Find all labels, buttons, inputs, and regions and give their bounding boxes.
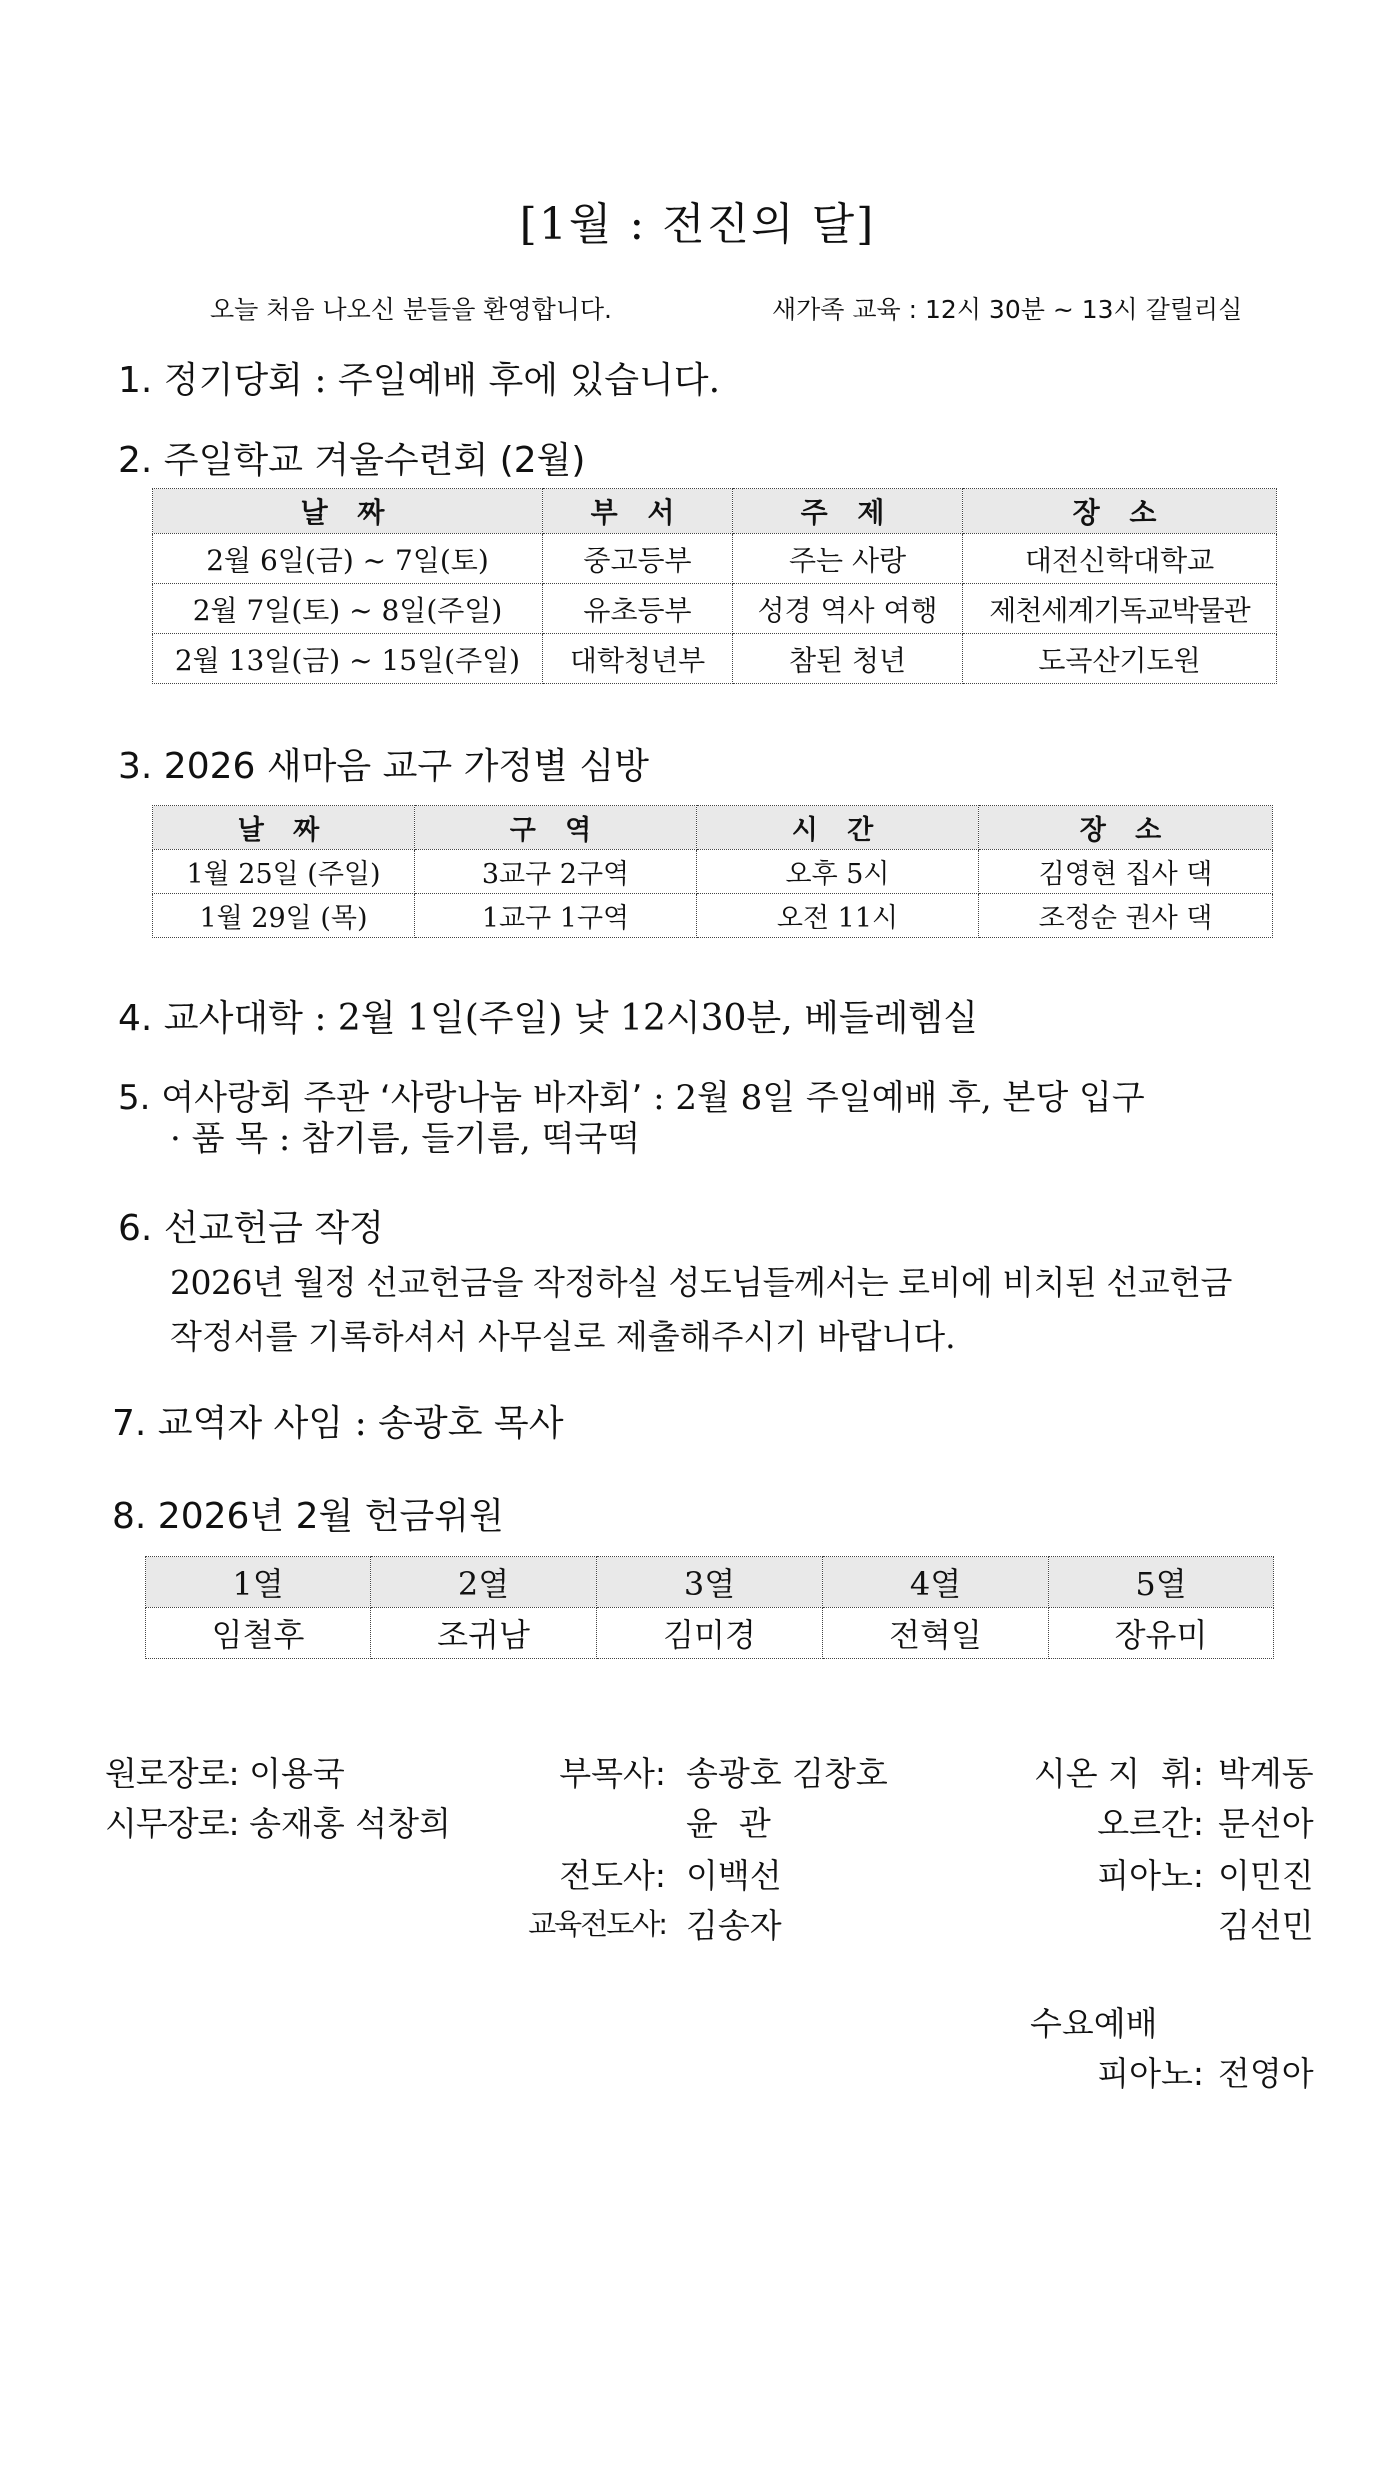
item-6-line1: 2026년 월정 선교헌금을 작정하실 성도님들께서는 로비에 비치된 선교헌금 bbox=[170, 1263, 1232, 1302]
table-row bbox=[153, 894, 1273, 938]
item-3-label: 3. 2026 새마음 교구 가정별 심방 bbox=[118, 746, 649, 787]
person-name: 송재홍 석창희 bbox=[249, 1804, 451, 1843]
header-cell: 주 제 bbox=[733, 489, 963, 534]
table-cell: 중고등부 bbox=[543, 534, 733, 584]
role-label: 부목사: bbox=[559, 1754, 666, 1793]
table-cell: 대학청년부 bbox=[543, 634, 733, 684]
table-cell: 1월 25일 (주일) bbox=[153, 850, 415, 894]
table-cell: 3교구 2구역 bbox=[415, 850, 697, 894]
header-cell: 구 역 bbox=[415, 806, 697, 850]
table-cell: 도곡산기도원 bbox=[963, 634, 1277, 684]
header-cell: 장 소 bbox=[963, 489, 1277, 534]
table-header-row bbox=[146, 1557, 1274, 1608]
person-name: 박계동 bbox=[1218, 1754, 1314, 1793]
role-label: 오르간: bbox=[1097, 1804, 1204, 1843]
item-4 bbox=[118, 990, 978, 1041]
role-label: 전도사: bbox=[559, 1856, 666, 1895]
table-cell: 제천세계기독교박물관 bbox=[963, 584, 1277, 634]
table-cell: 전혁일 bbox=[823, 1608, 1049, 1659]
header-cell: 4열 bbox=[823, 1557, 1049, 1608]
table-cell: 오전 11시 bbox=[697, 894, 979, 938]
item-8-label: 8. 2026년 2월 헌금위원 bbox=[112, 1496, 504, 1537]
header-cell: 시 간 bbox=[697, 806, 979, 850]
table-cell: 장유미 bbox=[1049, 1608, 1274, 1659]
header-cell: 3열 bbox=[597, 1557, 823, 1608]
table-row bbox=[153, 584, 1277, 634]
item-7 bbox=[112, 1395, 563, 1446]
retreat-table bbox=[152, 488, 1277, 684]
welcome-text: 오늘 처음 나오신 분들을 환영합니다. bbox=[210, 295, 612, 324]
item-5-sub: · 품 목 : 참기름, 들기름, 떡국떡 bbox=[170, 1119, 641, 1159]
active-elders bbox=[105, 1798, 451, 1845]
person-name: 이백선 bbox=[686, 1856, 782, 1895]
table-cell: 대전신학대학교 bbox=[963, 534, 1277, 584]
person-name: 이용국 bbox=[249, 1754, 345, 1793]
table-cell: 주는 사랑 bbox=[733, 534, 963, 584]
header-cell: 날 짜 bbox=[153, 489, 543, 534]
item-6-label: 6. 선교헌금 작정 bbox=[118, 1208, 384, 1249]
person-name: 전영아 bbox=[1218, 2054, 1314, 2093]
table-row bbox=[153, 850, 1273, 894]
item-5-label: 5. 여사랑회 주관 ‘사랑나눔 바자회’ bbox=[118, 1078, 643, 1118]
person-name: 윤 관 bbox=[686, 1804, 771, 1843]
table-cell: 조정순 권사 댁 bbox=[979, 894, 1273, 938]
elder-emeritus bbox=[105, 1748, 345, 1795]
item-4-label: 4. 교사대학 bbox=[118, 998, 303, 1039]
person-name: 이민진 bbox=[1218, 1856, 1314, 1895]
role-label: 원로장로: bbox=[105, 1754, 239, 1793]
item-1-label: 1. 정기당회 bbox=[118, 360, 303, 401]
item-2-label: 2. 주일학교 겨울수련회 (2월) bbox=[118, 440, 586, 481]
table-cell: 1교구 1구역 bbox=[415, 894, 697, 938]
item-1 bbox=[118, 352, 720, 403]
role-label: 시무장로: bbox=[105, 1804, 239, 1843]
table-cell: 성경 역사 여행 bbox=[733, 584, 963, 634]
wednesday-service-label: 수요예배 bbox=[1030, 2004, 1158, 2043]
table-cell: 김미경 bbox=[597, 1608, 823, 1659]
person-name: 김선민 bbox=[1218, 1906, 1314, 1945]
person-name: 문선아 bbox=[1218, 1804, 1314, 1843]
table-cell: 1월 29일 (목) bbox=[153, 894, 415, 938]
person-name: 김송자 bbox=[686, 1906, 782, 1945]
header-cell: 5열 bbox=[1049, 1557, 1274, 1608]
page-title: [1월 : 전진의 달] bbox=[519, 199, 876, 250]
table-cell: 임철후 bbox=[146, 1608, 371, 1659]
table-header-row bbox=[153, 489, 1277, 534]
header-cell: 장 소 bbox=[979, 806, 1273, 850]
offering-committee-table bbox=[145, 1556, 1274, 1659]
role-label: 시온 지 휘: bbox=[1033, 1754, 1204, 1793]
table-cell: 2월 6일(금) ~ 7일(토) bbox=[153, 534, 543, 584]
person-name: 송광호 김창호 bbox=[686, 1754, 888, 1793]
table-row bbox=[153, 634, 1277, 684]
role-label: 피아노: bbox=[1097, 1856, 1204, 1895]
header-cell: 1열 bbox=[146, 1557, 371, 1608]
item-6-line2: 작정서를 기록하셔서 사무실로 제출해주시기 바랍니다. bbox=[170, 1317, 956, 1356]
new-family-education: 새가족 교육 : 12시 30분 ~ 13시 갈릴리실 bbox=[772, 295, 1243, 324]
table-cell: 2월 13일(금) ~ 15일(주일) bbox=[153, 634, 543, 684]
header-cell: 2열 bbox=[371, 1557, 597, 1608]
header-cell: 부 서 bbox=[543, 489, 733, 534]
header-cell: 날 짜 bbox=[153, 806, 415, 850]
role-label: 피아노: bbox=[1097, 2054, 1204, 2093]
table-cell: 김영현 집사 댁 bbox=[979, 850, 1273, 894]
item-5-text: : 2월 8일 주일예배 후, 본당 입구 bbox=[653, 1078, 1145, 1118]
item-1-text: : 주일예배 후에 있습니다. bbox=[314, 360, 721, 401]
visit-table bbox=[152, 805, 1273, 938]
table-cell: 오후 5시 bbox=[697, 850, 979, 894]
table-cell: 조귀남 bbox=[371, 1608, 597, 1659]
table-row bbox=[153, 534, 1277, 584]
table-header-row bbox=[153, 806, 1273, 850]
item-4-text: : 2월 1일(주일) 낮 12시30분, 베들레헴실 bbox=[314, 998, 978, 1039]
table-cell: 유초등부 bbox=[543, 584, 733, 634]
table-cell: 참된 청년 bbox=[733, 634, 963, 684]
table-row bbox=[146, 1608, 1274, 1659]
role-label: 교육전도사: bbox=[528, 1907, 666, 1941]
item-7-text: : 송광호 목사 bbox=[354, 1403, 564, 1444]
item-7-label: 7. 교역자 사임 bbox=[112, 1403, 344, 1444]
table-cell: 2월 7일(토) ~ 8일(주일) bbox=[153, 584, 543, 634]
